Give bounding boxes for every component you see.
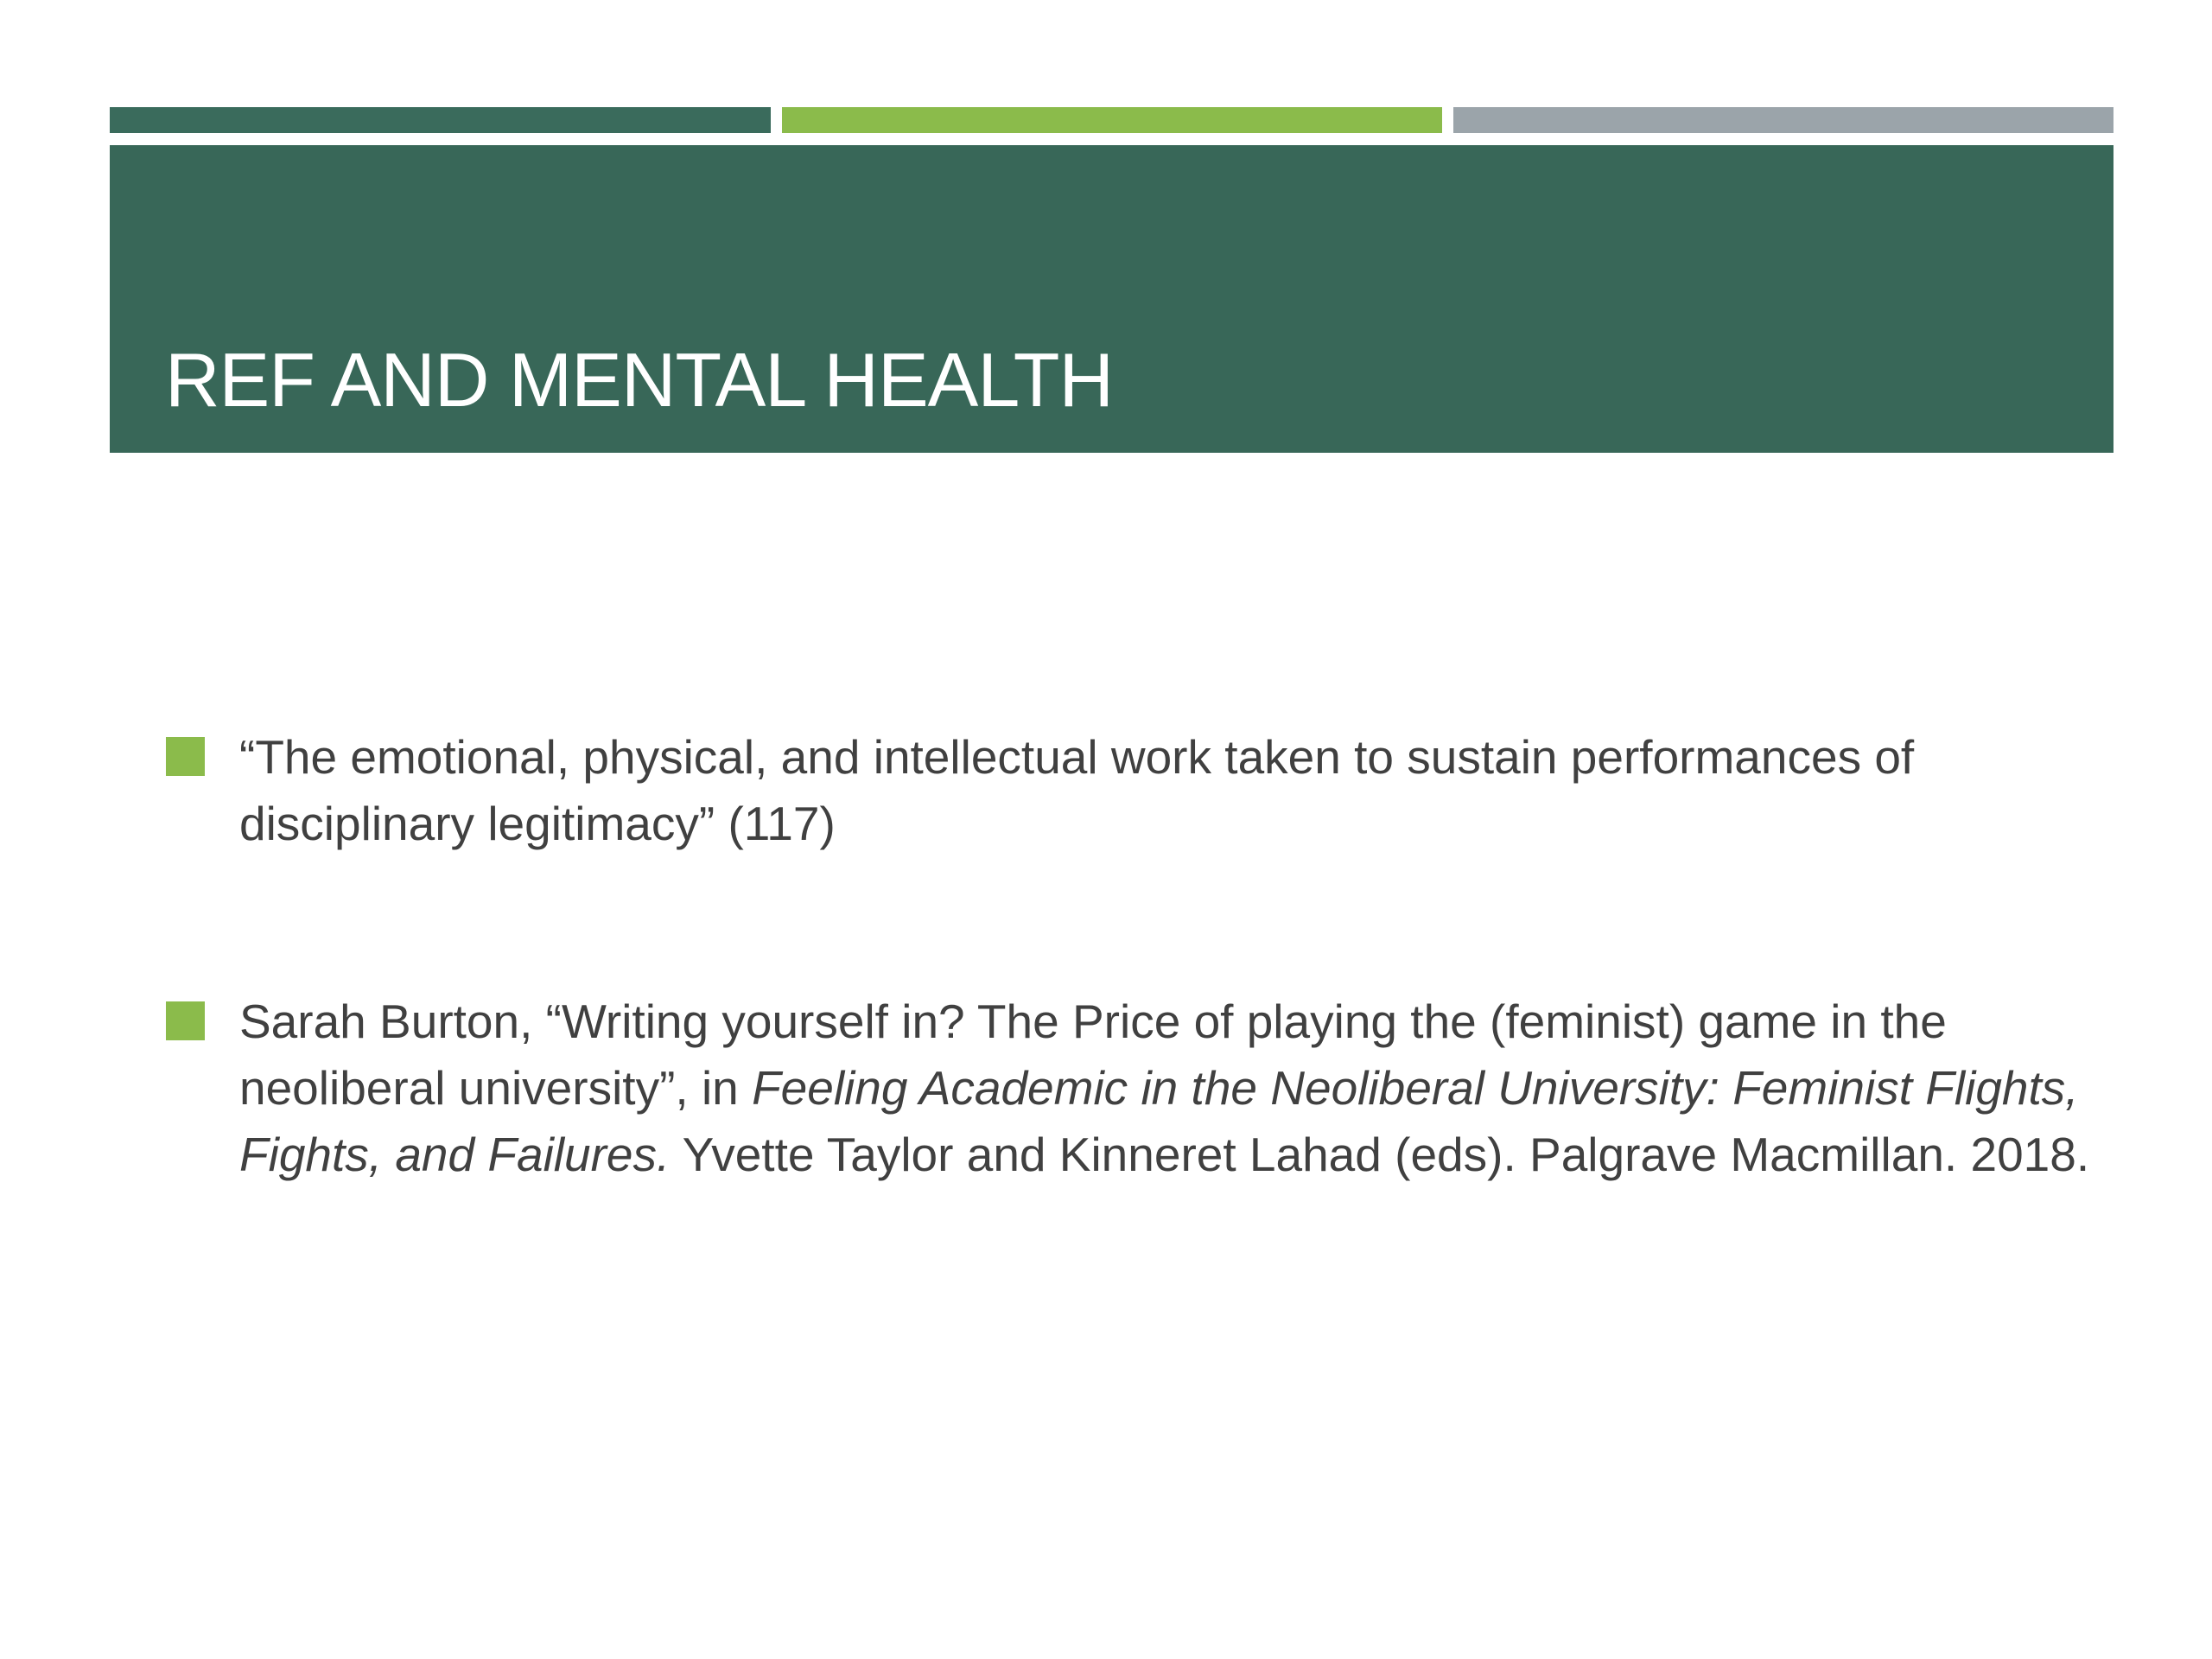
- bullet-list: [166, 724, 2093, 1188]
- citation-text-before-title: Sarah Burton, “Writing yourself in? The Price of playing the (feminist) game in the neoliberal university”, in: [239, 995, 1947, 1115]
- citation-text-after-title: Yvette Taylor and Kinneret Lahad (eds). Palgrave Macmillan. 2018.: [670, 1128, 2090, 1181]
- bullet-item-citation: [166, 988, 2093, 1188]
- square-bullet-icon: [166, 1001, 205, 1040]
- accent-bar-gray: [1453, 107, 2113, 133]
- square-bullet-icon: [166, 737, 205, 776]
- title-band: [110, 145, 2113, 453]
- accent-bar-light-green: [782, 107, 1442, 133]
- accent-bar-dark-green: [110, 107, 771, 133]
- citation-book-title: Feeling Academic in the Neoliberal University: Feminist Flights, Fights, and Failures.: [239, 1061, 2079, 1181]
- bullet-item-quote: [166, 724, 2093, 857]
- slide-title: REF AND MENTAL HEALTH: [165, 337, 1114, 423]
- bullet-text: “The emotional, physical, and intellectual work taken to sustain performances of disciplinary legitimacy” (117): [239, 730, 1915, 850]
